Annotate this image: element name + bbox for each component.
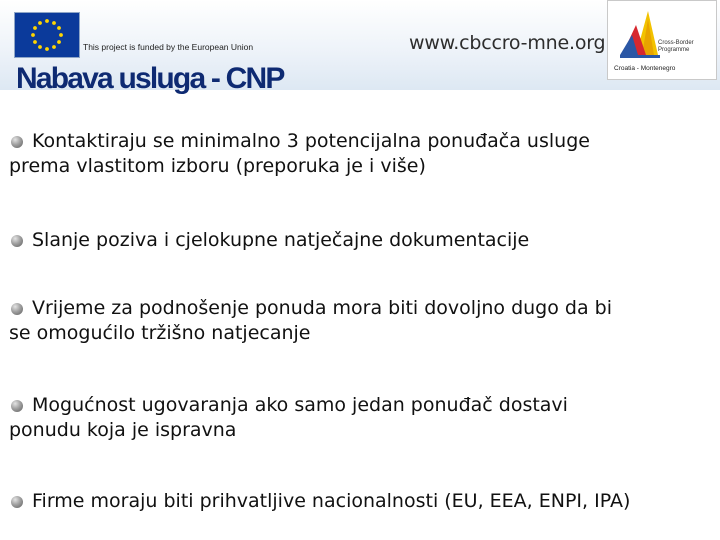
bullet-text: Kontaktiraju se minimalno 3 potencijalna ponuđača usluge <box>32 130 590 152</box>
bullet-icon <box>11 136 23 148</box>
programme-logo-text <box>658 40 694 54</box>
eu-flag-icon <box>14 12 80 58</box>
bullet-item <box>9 393 709 443</box>
slide-title: Nabava usluga - CNP <box>16 62 284 95</box>
programme-logo-icon <box>614 5 684 67</box>
bullet-text-cont: prema vlastitom izboru (preporuka je i više) <box>9 155 426 177</box>
bullet-text: Mogućnost ugovaranja ako samo jedan ponuđač dostavi <box>32 394 568 416</box>
bullet-item <box>9 228 709 253</box>
funding-note: This project is funded by the European Union <box>83 42 254 52</box>
programme-logo-line2: Programme <box>658 47 690 53</box>
bullet-text: Slanje poziva i cjelokupne natječajne dokumentacije <box>32 229 530 251</box>
programme-logo <box>607 0 717 80</box>
bullet-text: Firme moraju biti prihvatljive nacionalnosti (EU, EEA, ENPI, IPA) <box>32 490 631 512</box>
bullet-icon <box>11 235 23 247</box>
bullet-text-cont: ponudu koja je ispravna <box>9 419 237 441</box>
bullet-item <box>9 296 709 346</box>
website-link[interactable]: www.cbccro-mne.org <box>409 32 606 54</box>
bullet-icon <box>11 303 23 315</box>
bullet-text-cont: se omogućilo tržišno natjecanje <box>9 322 311 344</box>
programme-logo-country: Croatia - Montenegro <box>614 65 676 72</box>
bullet-item <box>9 129 709 179</box>
bullet-icon <box>11 400 23 412</box>
programme-logo-line1: Cross-Border <box>658 40 694 46</box>
bullet-icon <box>11 496 23 508</box>
bullet-text: Vrijeme za podnošenje ponuda mora biti dovoljno dugo da bi <box>32 297 612 319</box>
bullet-item <box>9 489 709 514</box>
